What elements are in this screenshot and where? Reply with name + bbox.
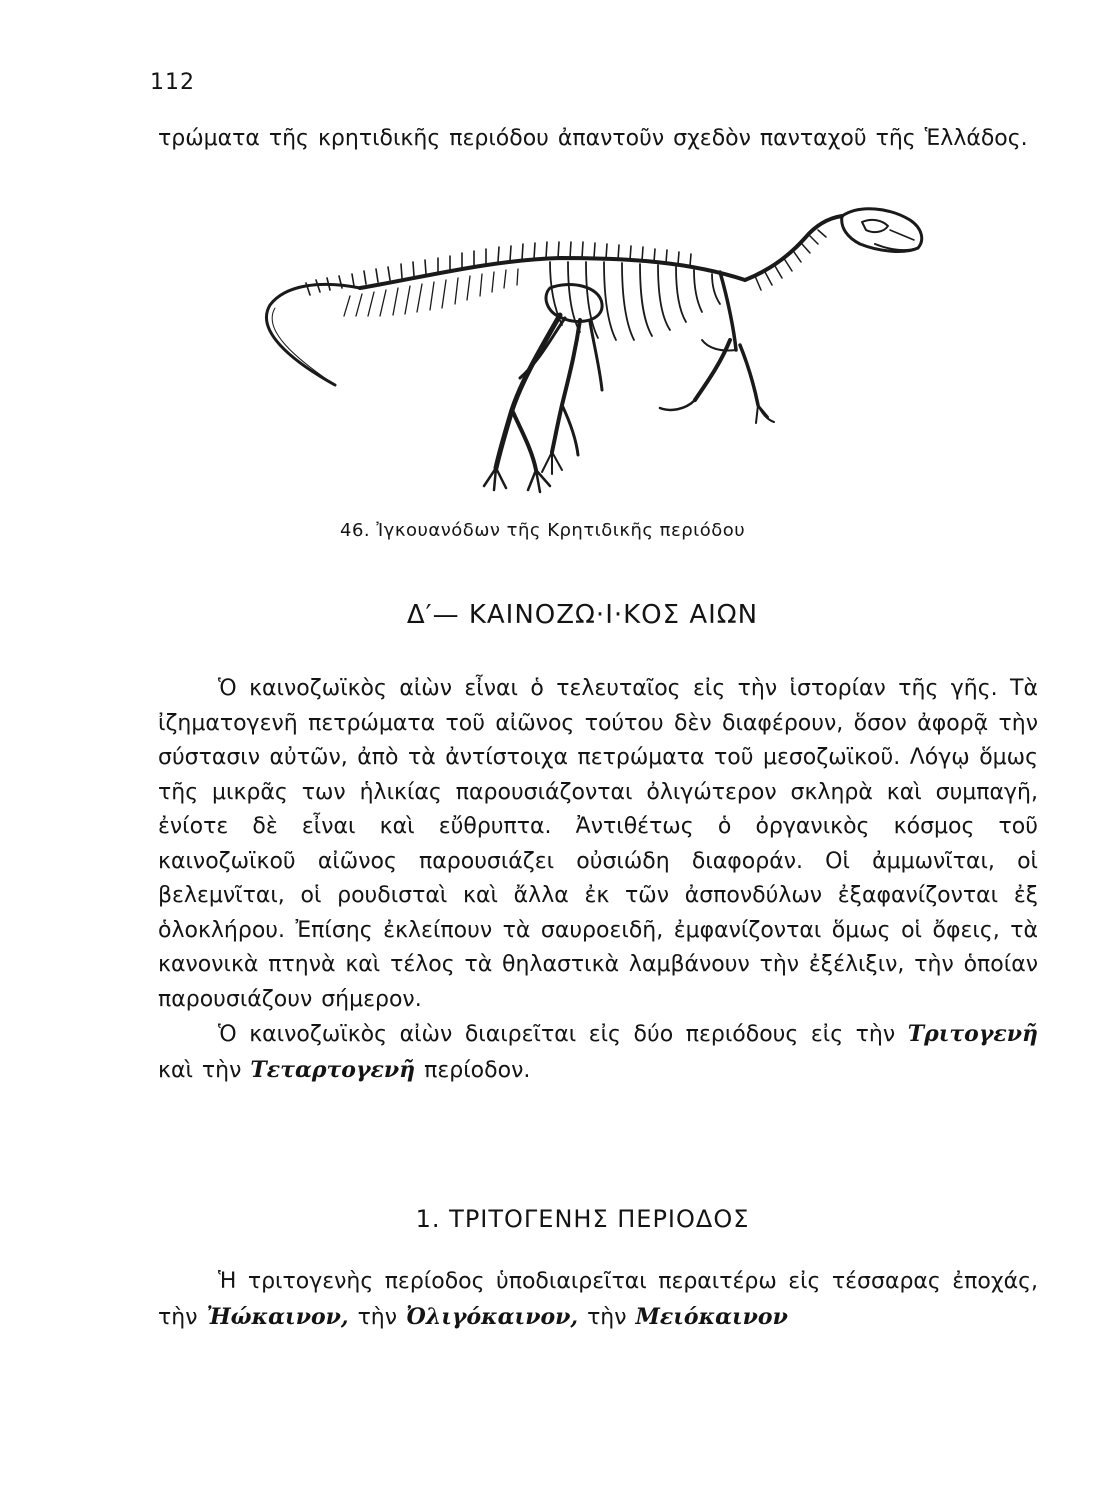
- joiner-2: τὴν: [587, 1304, 627, 1330]
- term-tritogeni: Τριτογενῆ: [907, 1021, 1038, 1047]
- section-heading-kainozoic: Δ′— ΚΑΙΝΟΖΩ·Ι·ΚΟΣ ΑΙΩΝ: [406, 600, 759, 630]
- epoch-eocene: Ἠώκαινον,: [206, 1303, 349, 1330]
- epoch-oligocene: Ὀλιγόκαινον,: [406, 1303, 579, 1330]
- skeleton-neck: [745, 216, 842, 280]
- epoch-miocene: Μειόκαινον: [635, 1303, 788, 1330]
- paragraph-2-mid: καὶ τὴν: [158, 1057, 242, 1083]
- section-heading-tritogenis: 1. ΤΡΙΤΟΓΕΝΗΣ ΠΕΡΙΟΔΟΣ: [415, 1205, 750, 1233]
- section-2-prefix: Ἡ τριτογενὴς περίοδος ὑποδιαιρεῖται περαιτέρω εἰς τέσσαρας ἐποχάς, τὴν: [158, 1269, 1038, 1330]
- section-2-paragraph: [158, 1265, 1038, 1335]
- page-number: 112: [150, 70, 195, 95]
- section-1-paragraph-1: Ὁ καινοζωϊκὸς αἰὼν εἶναι ὁ τελευταῖος εἰς τὴν ἱστορίαν τῆς γῆς. Τὰ ἰζηματογενῆ πετρώματα τοῦ αἰῶνος τούτου δὲν διαφέρουν, ὅσον ἀφορᾷ τὴν σύστασιν αὐτῶν, ἀπὸ τὰ ἀντίστοιχα πετρώματα τοῦ μεσοζωϊκοῦ. Λόγῳ ὅμως τῆς μικρᾶς των ἡλικίας παρουσιάζονται ὀλιγώτερον σκληρὰ καὶ συμπαγῆ, ἐνίοτε δὲ εἶναι καὶ εὔθρυπτα. Ἀντιθέτως ὁ ὀργανικὸς κόσμος τοῦ καινοζωϊκοῦ αἰῶνος παρουσιάζει οὐσιώδη διαφοράν. Οἱ ἀμμωνῖται, οἱ βελεμνῖται, οἱ ρουδισταὶ καὶ ἄλλα ἐκ τῶν ἀσπονδύλων ἐξαφανίζονται ἐξ ὁλοκλήρου. Ἐπίσης ἐκλείπουν τὰ σαυροειδῆ, ἐμφανίζονται ὅμως οἱ ὄφεις, τὰ κανονικὰ πτηνὰ καὶ τέλος τὰ θηλαστικὰ λαμβάνουν τὴν ἐξέλιξιν, τὴν ὁποίαν παρουσιάζουν σήμερον.: [158, 676, 1038, 1012]
- figure-caption: 46. Ἰγκουανόδων τῆς Κρητιδικῆς περιόδου: [340, 520, 746, 541]
- top-paragraph: [158, 122, 1038, 156]
- section-2-body: [158, 1265, 1038, 1335]
- section-1-paragraph-2: [158, 1017, 1038, 1088]
- skeleton-ribs: [550, 262, 720, 340]
- skeleton-spine: [360, 258, 745, 288]
- section-1-body: [158, 672, 1038, 1088]
- joiner-1: τὴν: [357, 1304, 398, 1330]
- paragraph-2-prefix: Ὁ καινοζωϊκὸς αἰὼν διαιρεῖται εἰς δύο περιόδους εἰς τὴν: [218, 1022, 896, 1047]
- top-paragraph-text: τρώματα τῆς κρητιδικῆς περιόδου ἀπαντοῦν σχεδὸν πανταχοῦ τῆς Ἑλλάδος.: [158, 126, 1028, 151]
- paragraph-2-suffix: περίοδον.: [424, 1057, 531, 1083]
- term-tetartogeni: Τεταρτογενῆ: [250, 1056, 416, 1083]
- iguanodon-skeleton-illustration: [250, 200, 940, 520]
